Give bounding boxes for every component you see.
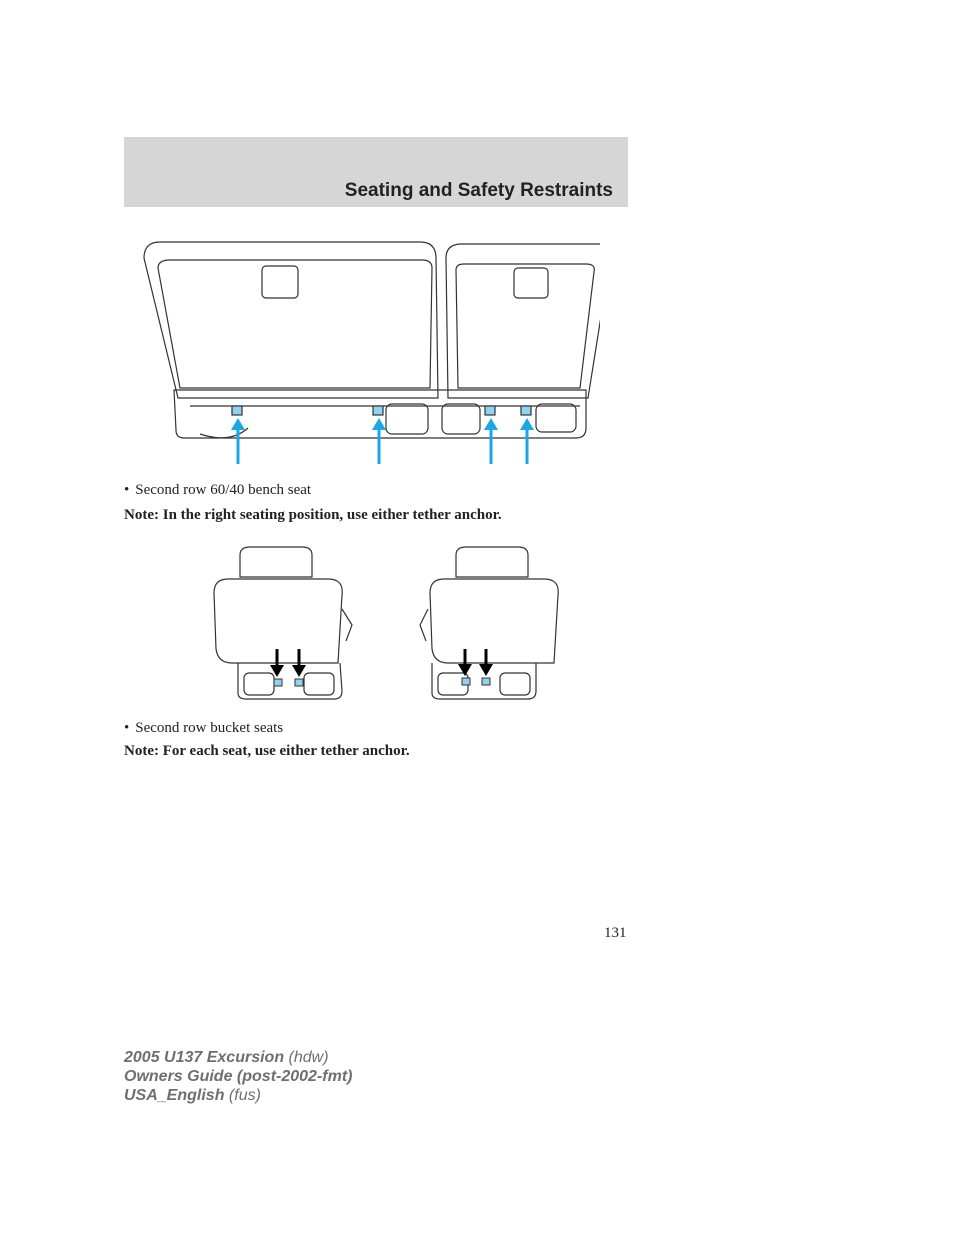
tether-anchor — [485, 406, 495, 415]
page-number: 131 — [604, 925, 627, 941]
black-arrow-icon — [458, 664, 472, 676]
bench-seat-drawing — [140, 238, 600, 468]
blue-arrow-icon — [520, 418, 534, 430]
note-bench: Note: In the right seating position, use either tether anchor. — [124, 507, 502, 523]
note-bucket: Note: For each seat, use either tether anchor. — [124, 743, 410, 759]
footer-model-code: (hdw) — [288, 1049, 329, 1066]
footer-language-code: (fus) — [228, 1087, 261, 1104]
tether-anchor — [295, 679, 303, 686]
black-arrow-icon — [270, 665, 284, 677]
tether-anchor — [482, 678, 490, 685]
tether-anchor — [373, 406, 383, 415]
section-header-band — [124, 137, 628, 207]
footer-guide: Owners Guide (post-2002-fmt) — [124, 1068, 353, 1085]
black-arrow-icon — [292, 665, 306, 677]
black-arrow-icon — [479, 664, 493, 676]
tether-anchor — [274, 679, 282, 686]
tether-anchor — [521, 406, 531, 415]
document-footer — [124, 1048, 352, 1105]
blue-arrow-icon — [372, 418, 386, 430]
bucket-seats-drawing — [210, 545, 560, 705]
blue-arrow-icon — [484, 418, 498, 430]
section-title: Seating and Safety Restraints — [344, 180, 613, 201]
bullet-text: Second row bucket seats — [135, 720, 284, 736]
bullet-text: Second row 60/40 bench seat — [135, 482, 312, 498]
tether-anchor — [232, 406, 242, 415]
bucket-seats-illustration — [210, 545, 560, 705]
tether-anchor — [462, 678, 470, 685]
footer-language: USA_English — [124, 1087, 225, 1104]
bullet-item-bench: • Second row 60/40 bench seat — [124, 482, 312, 498]
footer-model: 2005 U137 Excursion — [124, 1049, 285, 1066]
bench-seat-illustration — [140, 238, 600, 468]
blue-arrow-icon — [231, 418, 245, 430]
bullet-item-bucket: • Second row bucket seats — [124, 720, 284, 736]
